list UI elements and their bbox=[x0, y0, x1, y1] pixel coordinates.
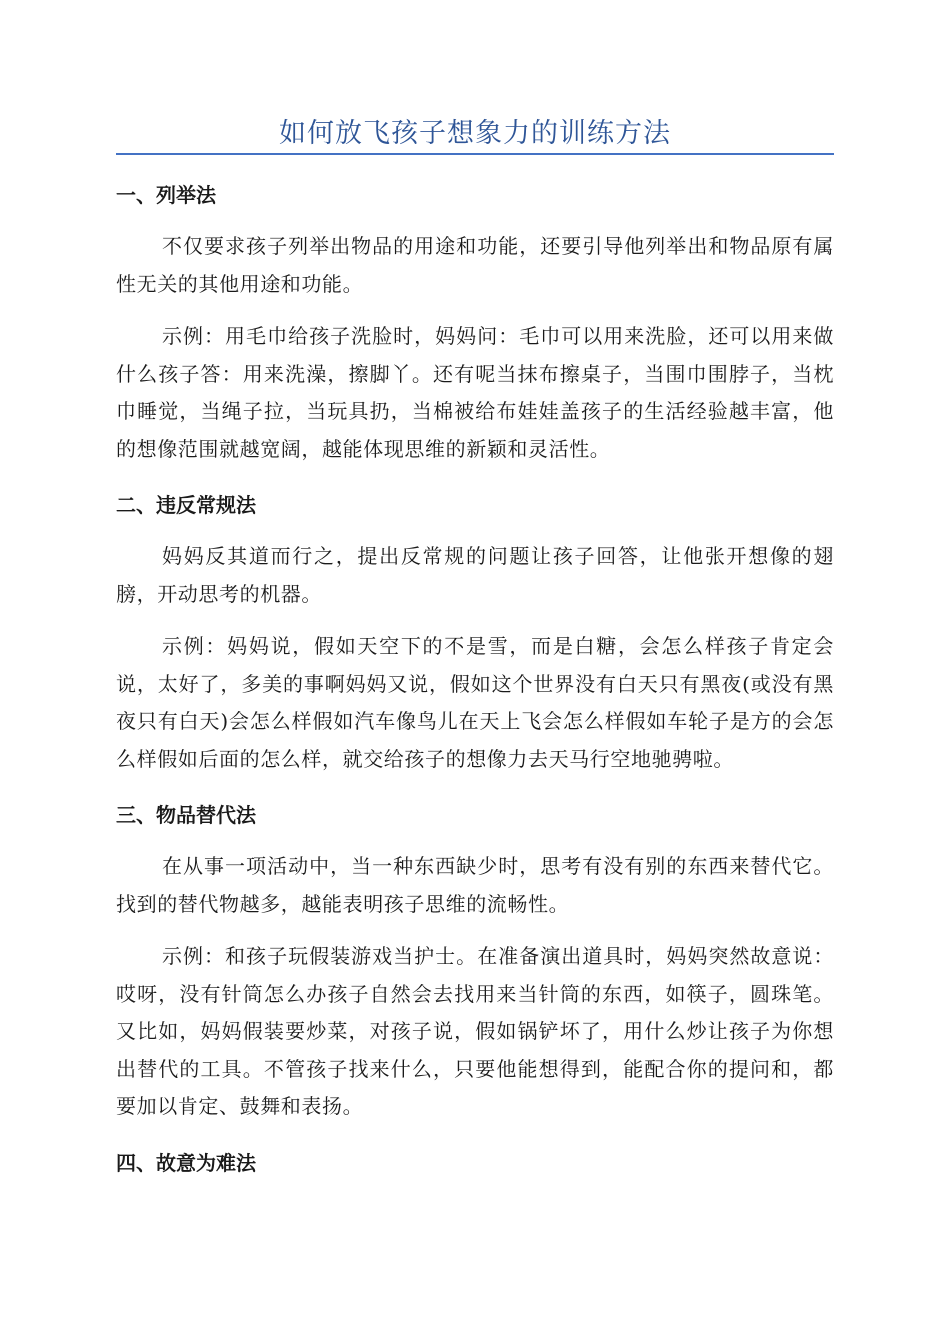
section-paragraph: 妈妈反其道而行之，提出反常规的问题让孩子回答，让他张开想像的翅膀，开动思考的机器。 bbox=[116, 544, 834, 606]
document-title: 如何放飞孩子想象力的训练方法 bbox=[279, 118, 671, 149]
section-counter-convention-method bbox=[116, 484, 834, 778]
section-paragraph: 不仅要求孩子列举出物品的用途和功能，还要引导他列举出和物品原有属性无关的其他用途和功能。 bbox=[116, 234, 834, 296]
title-underline bbox=[116, 153, 834, 155]
section-listing-method bbox=[116, 174, 834, 468]
section-heading: 一、列举法 bbox=[116, 183, 216, 207]
section-substitution-method bbox=[116, 794, 834, 1126]
section-deliberate-difficulty-method bbox=[116, 1142, 834, 1184]
document-body bbox=[116, 174, 834, 1184]
section-example-paragraph: 示例：用毛巾给孩子洗脸时，妈妈问：毛巾可以用来洗脸，还可以用来做什么孩子答：用来洗澡，擦脚丫。还有呢当抹布擦桌子，当围巾围脖子，当枕巾睡觉，当绳子拉，当玩具扔，当棉被给布娃娃盖孩子的生活经验越丰富，他的想像范围就越宽阔，越能体现思维的新颖和灵活性。 bbox=[116, 324, 834, 461]
section-paragraph: 在从事一项活动中，当一种东西缺少时，思考有没有别的东西来替代它。找到的替代物越多，越能表明孩子思维的流畅性。 bbox=[116, 854, 834, 916]
section-example-paragraph: 示例：妈妈说，假如天空下的不是雪，而是白糖，会怎么样孩子肯定会说，太好了，多美的事啊妈妈又说，假如这个世界没有白天只有黑夜(或没有黑夜只有白天)会怎么样假如汽车像鸟儿在天上飞会怎么样假如车轮子是方的会怎么样假如后面的怎么样，就交给孩子的想像力去天马行空地驰骋啦。 bbox=[116, 634, 834, 771]
section-heading: 三、物品替代法 bbox=[116, 803, 256, 827]
section-heading: 四、故意为难法 bbox=[116, 1150, 256, 1175]
section-heading: 二、违反常规法 bbox=[116, 493, 256, 517]
section-example-paragraph: 示例：和孩子玩假装游戏当护士。在准备演出道具时，妈妈突然故意说：哎呀，没有针筒怎么办孩子自然会去找用来当针筒的东西，如筷子，圆珠笔。又比如，妈妈假装要炒菜，对孩子说，假如锅铲坏了，用什么炒让孩子为你想出替代的工具。不管孩子找来什么，只要他能想得到，能配合你的提问和，都要加以肯定、鼓舞和表扬。 bbox=[116, 944, 834, 1118]
